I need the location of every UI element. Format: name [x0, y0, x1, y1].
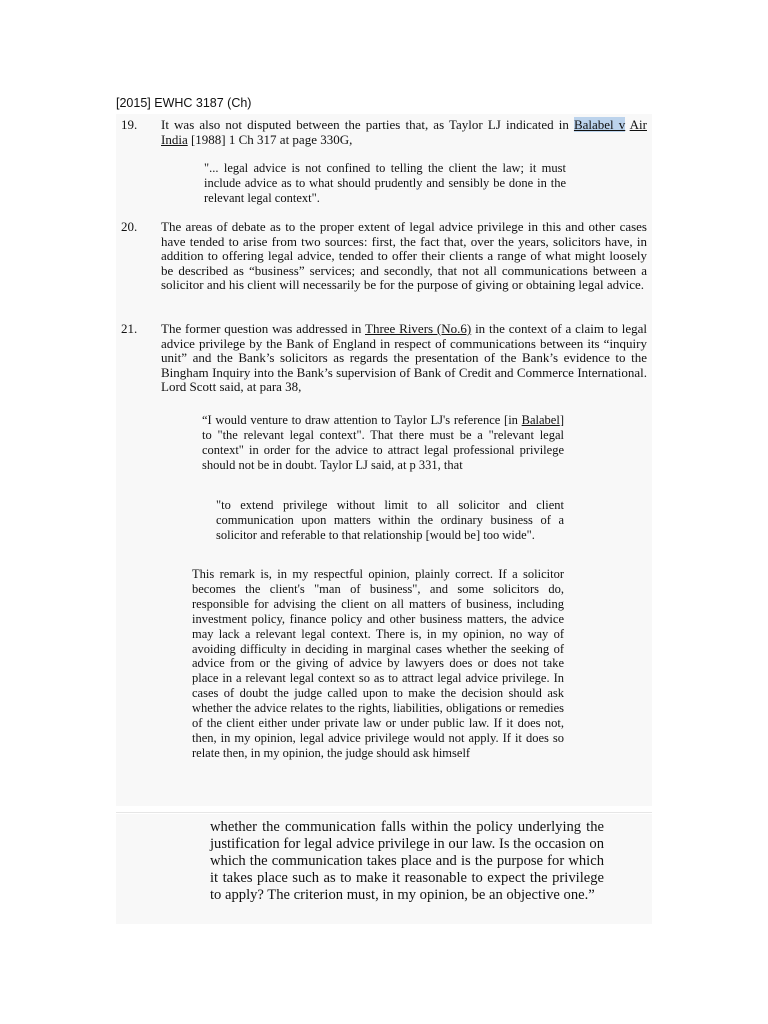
paragraph-number: 20. — [121, 219, 138, 234]
case-link-three-rivers[interactable]: Three Rivers (No.6) — [365, 321, 472, 336]
case-link-air-india[interactable]: Air India — [161, 117, 647, 147]
paragraph-text: The former question was addressed in Three Rivers (No.6) in the context of a claim to legal advice privilege by the Bank of England in respect of communications between its “inquiry unit” and the Bank’s solicitors as regards the presentation of the Bank’s evidence to the Bingham Inquiry into the Bank’s supervision of Bank of Credit and Commerce International. Lord Scott said, at para 38, — [161, 321, 648, 395]
nested-quote: "to extend privilege without limit to all solicitor and client communication upon matters within the ordinary business of a solicitor and referable to that relationship [would be] too wide". — [216, 498, 564, 542]
case-citation-header: [2015] EWHC 3187 (Ch) — [116, 96, 252, 110]
quote-final: whether the communication falls within the policy underlying the justification for legal advice privilege in our law. Is the occasion on which the communication takes place and is the purpose for which it takes place such as to make it reasonable to expect the privilege to apply? The criterion must, in my opinion, be an objective one.” — [210, 819, 604, 903]
block-quote: "... legal advice is not confined to telling the client the law; it must include advice as to what should prudently and sensibly be done in the relevant legal context". — [204, 161, 566, 205]
document-page-continued — [116, 814, 652, 924]
paragraph-number: 19. — [121, 117, 138, 132]
quote-continuation: This remark is, in my respectful opinion, plainly correct. If a solicitor becomes the client's "man of business", and some solicitors do, responsible for advising the client on all matters of business, including investment policy, finance policy and other business matters, the advice may lack a relevant legal context. There is, in my opinion, no way of avoiding difficulty in deciding in marginal cases whether the seeking of advice from or the giving of advice by lawyers does or does not take place in a relevant legal context so as to attract legal advice privilege. In cases of doubt the judge called upon to make the decision should ask whether the advice relates to the rights, liabilities, obligations or remedies of the client either under private law or under public law. If it does not, then, in my opinion, legal advice privilege would not apply. If it does so relate then, in my opinion, the judge should ask himself — [192, 567, 564, 760]
paragraph-text: The areas of debate as to the proper extent of legal advice privilege in this and other cases have tended to arise from two sources: first, the fact that, over the years, solicitors have, in addition to offering legal advice, tended to offer their clients a range of what might loosely be described as “business” services; and secondly, that not all communications between a solicitor and his client will necessarily be for the purpose of giving or obtaining legal advice. — [161, 219, 647, 293]
paragraph-text: It was also not disputed between the parties that, as Taylor LJ indicated in Balabel v Air India [1988] 1 Ch 317 at page 330G, — [161, 117, 647, 147]
page-divider — [116, 812, 652, 813]
document-page — [116, 114, 652, 806]
paragraph-number: 21. — [121, 321, 138, 336]
case-link-balabel-quote[interactable]: Balabel — [521, 413, 560, 427]
block-quote: “I would venture to draw attention to Taylor LJ's reference [in Balabel] to "the relevant legal context". That there must be a "relevant legal context" in order for the advice to attract legal professional privilege should not be in doubt. Taylor LJ said, at p 331, that — [202, 413, 564, 472]
case-link-balabel[interactable]: Balabel v — [573, 117, 626, 132]
